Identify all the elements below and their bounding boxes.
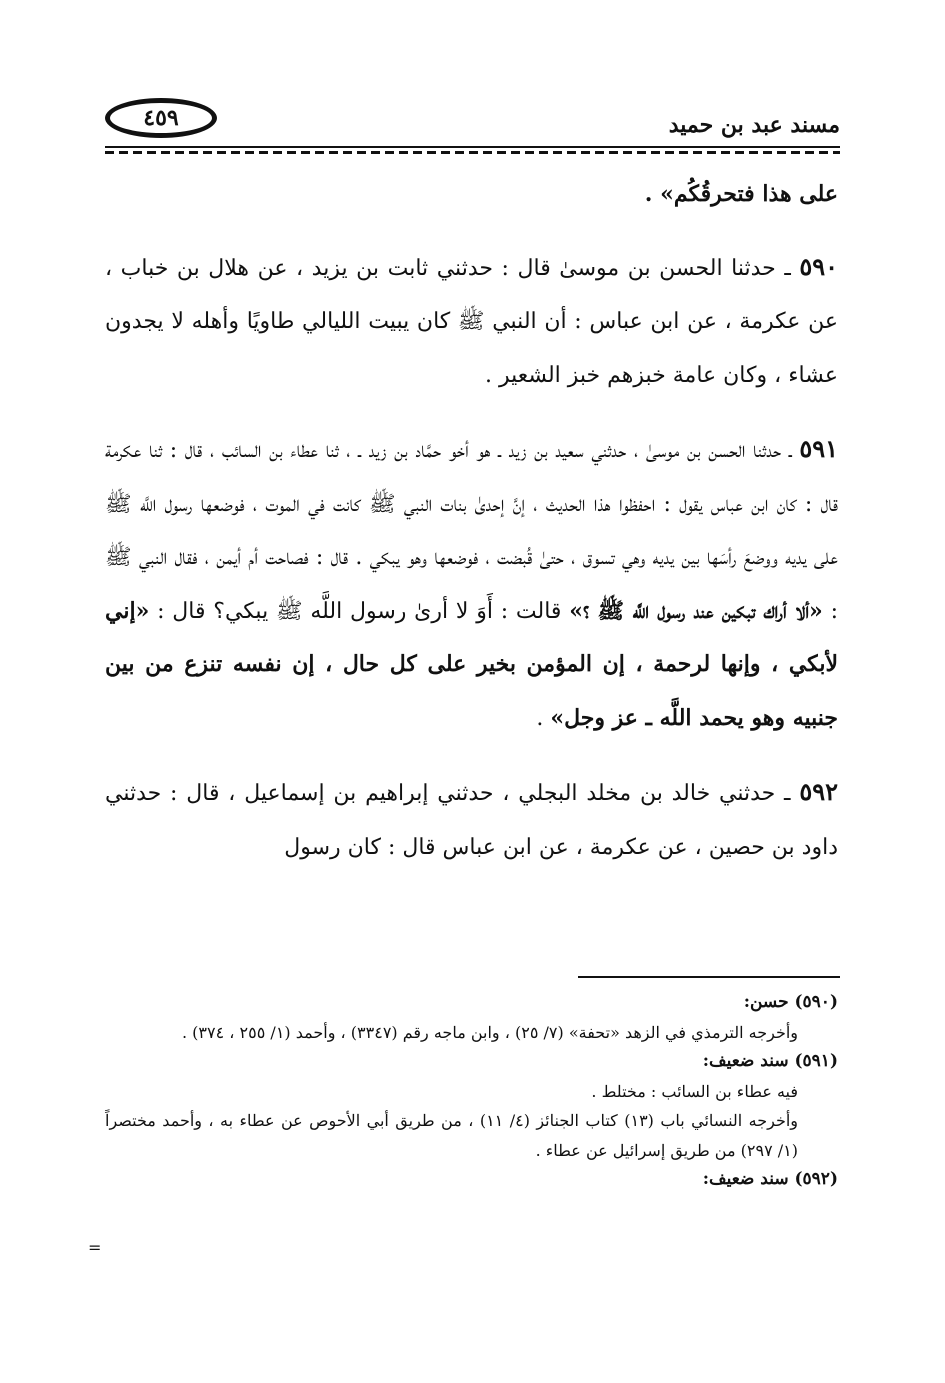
page-number: ٤٥٩ — [105, 98, 217, 138]
footnote-line: وأخرجه الترمذي في الزهد «تحفة» (٧/ ٢٥) ، وابن ماجه رقم (٣٣٤٧) ، وأحمد (١/ ٢٥٥ ، ٣٧٤) . — [182, 1022, 798, 1042]
footnotes — [105, 988, 838, 1195]
hadith-text: ـ حدثنا الحسن بن موسىٰ ، حدثني سعيد بن زيد ـ هو أخو حمَّاد بن زيد ـ ، ثنا عطاء بن السائب ، قال : ثنا عكرمة قال : كان ابن عباس يقول : احفظوا هذا الحديث ، إنَّ إحدىٰ بنات النبي ﷺ كانت في الموت ، فوضعها رسول اللَّه ﷺ على يديه ووضعَ رأسَها بين يديه وهي تسوق ، حتىٰ قُبضت ، فوضعها وهو يبكي . قال : فصاحت أم أيمن ، فقال النبي ﷺ : — [105, 438, 839, 624]
continuation-mark: = — [88, 1238, 102, 1257]
intro-line: على هذا فتحرقُكُم» . — [644, 181, 838, 207]
hadith-number: ٥٩٠ — [799, 251, 838, 281]
footnote-heading-592: (٥٩٢) سند ضعيف: — [702, 1169, 838, 1189]
hadith-text: ـ حدثني خالد بن مخلد البجلي ، حدثني إبراهيم بن إسماعيل ، قال : حدثني داود بن حصين ، عن عكرمة ، عن ابن عباس قال : كان رسول — [105, 781, 838, 860]
hadith-number: ٥٩١ — [799, 434, 838, 463]
hadith-number: ٥٩٢ — [799, 777, 838, 806]
footnote-line: وأخرجه النسائي باب (١٣) كتاب الجنائز (٤/ ١١) ، من طريق أبي الأحوص عن عطاء به ، وأحمد مختصراً (١/ ٢٩٧) من طريق إسرائيل عن عطاء . — [105, 1111, 799, 1160]
footnote-heading-591: (٥٩١) سند ضعيف: — [702, 1051, 838, 1071]
page-header — [105, 92, 840, 146]
hadith-text: ـ حدثنا الحسن بن موسىٰ قال : حدثني ثابت بن يزيد ، عن هلال بن خباب ، عن عكرمة ، عن ابن عباس : أن النبي ﷺ كان يبيت الليالي طاويًا وأهله لا يجدون عشاء ، وكان عامة خبزهم خبز الشعير . — [105, 255, 838, 388]
footnote-heading-590: (٥٩٠) حسن: — [743, 992, 838, 1012]
hadith-592 — [105, 765, 838, 874]
prophet-quote: «ألا أراك تبكين عند رسول اللَّه ﷺ ؟» — [569, 597, 823, 624]
footnote-line: فيه عطاء بن السائب : مختلط . — [591, 1081, 798, 1101]
hadith-text: قالت : أَوَ لا أرىٰ رسول اللَّه ﷺ يبكي؟ قال : — [157, 598, 562, 624]
hadith-text-end: . — [536, 705, 544, 731]
prophet-quote: «إني لأبكي ، وإنها لرحمة ، إن المؤمن بخير على كل حال ، إن نفسه تنزع من بين جنبيه وهو يحمد اللَّه ـ عز وجل» — [105, 597, 838, 731]
header-divider — [105, 146, 840, 157]
book-title: مسند عبد بن حميد — [668, 112, 840, 138]
footnote-divider — [578, 976, 840, 978]
main-text — [105, 168, 838, 894]
hadith-590 — [105, 240, 838, 403]
hadith-591 — [105, 422, 838, 745]
